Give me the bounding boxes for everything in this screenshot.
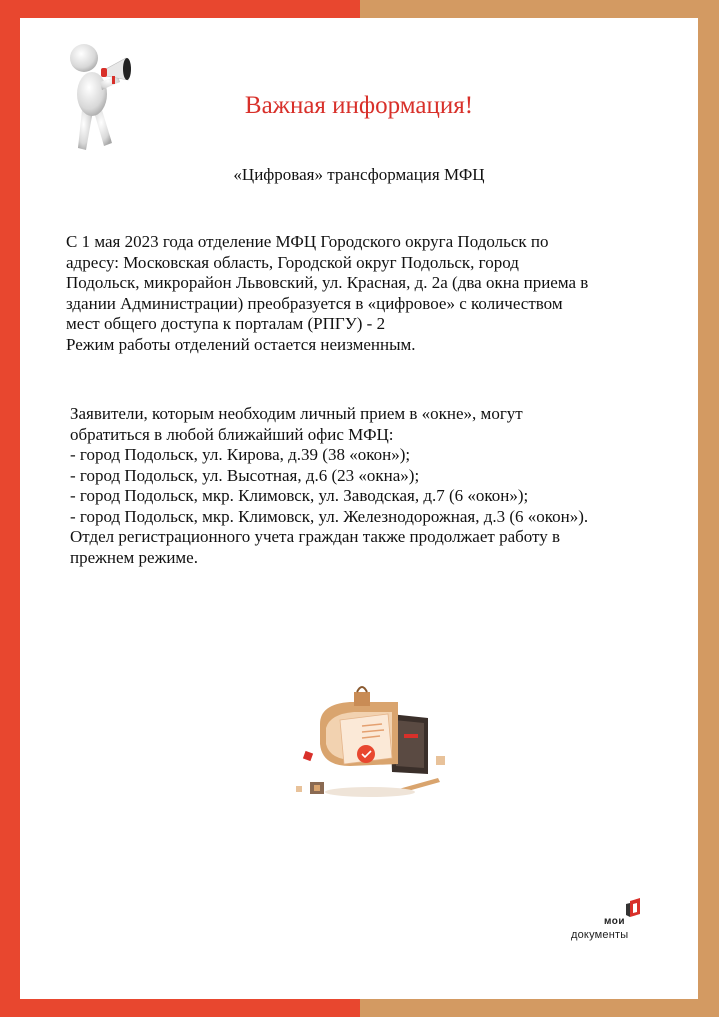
- office-list-item: - город Подольск, ул. Высотная, д.6 (23 «окна»);: [70, 465, 420, 485]
- text-line: обратиться в любой ближайший офис МФЦ:: [70, 424, 394, 444]
- text-line: Подольск, микрорайон Львовский, ул. Красная, д. 2а (два окна приема в: [66, 273, 589, 292]
- logo-line-2: документы: [571, 929, 629, 941]
- office-list-item: - город Подольск, ул. Кирова, д.39 (38 «окон»);: [70, 445, 411, 464]
- text-line: прежнем режиме.: [70, 547, 198, 567]
- digital-documents-illustration: [270, 674, 450, 814]
- page-subheading: «Цифровая» трансформация МФЦ: [233, 165, 485, 184]
- moi-dokumenty-logo: [568, 898, 648, 958]
- text-line: Отдел регистрационного учета граждан также продолжает работу в: [70, 527, 561, 546]
- text-line: Заявители, которым необходим личный прием в «окне», могут: [70, 404, 523, 423]
- document-sheet: [20, 18, 698, 999]
- offices-paragraph: [70, 404, 680, 568]
- announcement-paragraph: [66, 232, 676, 355]
- page-heading: Важная информация!: [244, 92, 474, 119]
- logo-line-1: мои: [604, 916, 626, 927]
- text-line: адресу: Московская область, Городской округ Подольск, город: [66, 252, 519, 272]
- moi-dokumenty-logo-icon: [568, 898, 648, 918]
- text-line: Режим работы отделений остается неизменным.: [66, 334, 416, 354]
- text-line: здании Администрации) преобразуется в «цифровое» с количеством: [66, 293, 563, 313]
- text-line: С 1 мая 2023 года отделение МФЦ Городского округа Подольск по: [66, 232, 549, 251]
- office-list-item: - город Подольск, мкр. Климовск, ул. Железнодорожная, д.3 (6 «окон»).: [70, 506, 589, 526]
- text-line: мест общего доступа к порталам (РПГУ) - 2: [66, 314, 386, 333]
- office-list-item: - город Подольск, мкр. Климовск, ул. Заводская, д.7 (6 «окон»);: [70, 486, 529, 505]
